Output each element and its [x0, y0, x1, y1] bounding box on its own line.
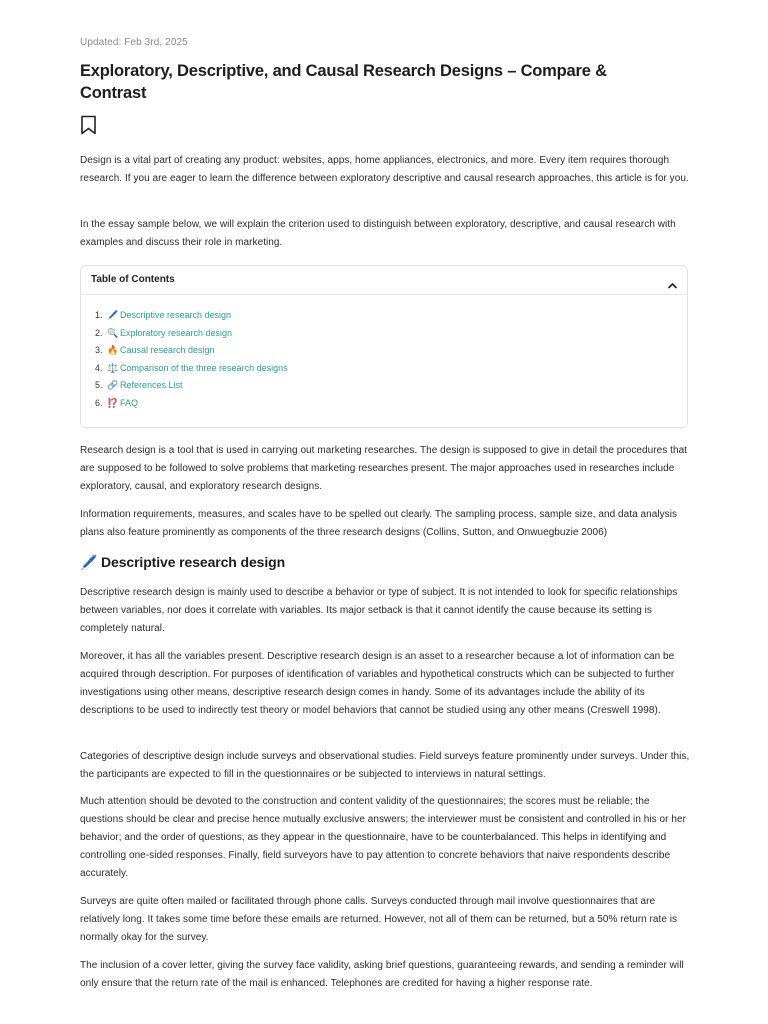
question-exclamation-icon: ⁉️: [107, 397, 119, 408]
section-paragraph: Moreover, it has all the variables present. Descriptive research design is an asset to a researcher because a lot of information can be acquired through description. For purposes of identification of variables and hypothetical constructs which can be subjected to further investigations using other means, descriptive research design comes in handy. Some of its advantages include the ability of its descriptions to be used to indirectly test theory or model behaviors that cannot be studied using any other means (Creswell 1998).: [80, 651, 675, 716]
fire-icon: 🔥: [107, 345, 119, 355]
section-heading-descriptive: [80, 554, 285, 571]
body-paragraph: Research design is a tool that is used in carrying out marketing researches. The design is supposed to give in detail the procedures that are supposed to be followed to solve problems that marketing researches present. The major approaches used in researches include exploratory, causal, and exploratory research designs.: [80, 445, 688, 492]
bookmark-icon[interactable]: [80, 115, 97, 135]
toc-item: [95, 396, 288, 414]
toc-item: [95, 343, 288, 361]
section-paragraph: Much attention should be devoted to the construction and content validity of the questionnaires; the scores must be reliable; the questions should be clear and precise hence mutually exclusive answers; the interviewer must be consistent and controlled in his or her behavior; and the order of questions, as they appear in the questionnaire, have to be counterbalanced. This helps in identifying and controlling one-sided responses. Finally, field surveyors have to pay attention to concrete behaviors that naive respondents describe accurately.: [80, 796, 686, 879]
toc-item-number: 1.: [95, 310, 103, 320]
toc-item: [95, 326, 288, 344]
toc-item: [95, 378, 288, 396]
section-paragraph: Categories of descriptive design include surveys and observational studies. Field surveys feature prominently under surveys. Under this, the participants are expected to fill in the questionnaires or be subjected to interviews in natural settings.: [80, 751, 690, 780]
chevron-up-icon[interactable]: [668, 276, 677, 283]
toc-item-number: 4.: [95, 362, 103, 373]
pen-icon: 🖊️: [107, 310, 119, 320]
toc-link-comparison[interactable]: Comparison of the three research designs: [120, 362, 288, 373]
section-paragraph: The inclusion of a cover letter, giving the survey face validity, asking brief questions, guaranteeing rewards, and sending a reminder will only ensure that the return rate of the mail is enhanced. Telephones are credited for having a higher response rate.: [80, 960, 684, 989]
toc-link-descriptive[interactable]: Descriptive research design: [120, 310, 232, 320]
toc-item: [95, 361, 288, 379]
toc-list: [95, 308, 288, 413]
toc-item-number: 2.: [95, 327, 103, 338]
intro-paragraph: Design is a vital part of creating any product: websites, apps, home appliances, electronics, and more. Every item requires thorough research. If you are eager to learn the difference between exploratory descriptive and causal research approaches, this article is for you.: [80, 155, 689, 184]
link-icon: 🔗: [107, 380, 119, 390]
body-paragraph: Information requirements, measures, and scales have to be spelled out clearly. The sampling process, sample size, and data analysis plans also feature prominently as components of the three research designs (Collins, Sutton, and Onwuegbuzie 2006): [80, 509, 678, 538]
toc-link-references[interactable]: References List: [120, 380, 183, 390]
section-paragraph: Descriptive research design is mainly used to describe a behavior or type of subject. It is not intended to look for specific relationships between variables, nor does it correlate with variables. Its major setback is that it cannot identify the cause because its setting is completely natural.: [80, 587, 678, 634]
toc-link-faq[interactable]: FAQ: [120, 397, 139, 408]
article-title: Exploratory, Descriptive, and Causal Research Designs – Compare & Contrast: [80, 62, 607, 102]
toc-item-number: 5.: [95, 380, 103, 390]
section-paragraph: Surveys are quite often mailed or facilitated through phone calls. Surveys conducted through mail involve questionnaires that are relatively long. It takes some time before these emails are returned. However, not all of them can be returned, but a 50% return rate is normally okay for the survey.: [80, 896, 678, 943]
toc-link-exploratory[interactable]: Exploratory research design: [120, 327, 233, 338]
toc-item-number: 3.: [95, 345, 103, 355]
updated-date: Updated: Feb 3rd, 2025: [80, 37, 188, 48]
toc-title: Table of Contents: [91, 274, 175, 285]
table-of-contents: [80, 265, 688, 428]
toc-item-number: 6.: [95, 397, 103, 408]
toc-header[interactable]: [81, 266, 687, 295]
magnifier-icon: 🔍: [107, 327, 119, 338]
toc-link-causal[interactable]: Causal research design: [120, 345, 215, 355]
intro-paragraph: In the essay sample below, we will explain the criterion used to distinguish between exploratory, descriptive, and causal research with examples and discuss their role in marketing.: [80, 219, 676, 248]
toc-item: [95, 308, 288, 326]
section-heading-text: Descriptive research design: [101, 554, 286, 570]
scales-icon: ⚖️: [107, 362, 119, 373]
pen-icon: 🖊️: [80, 554, 98, 570]
